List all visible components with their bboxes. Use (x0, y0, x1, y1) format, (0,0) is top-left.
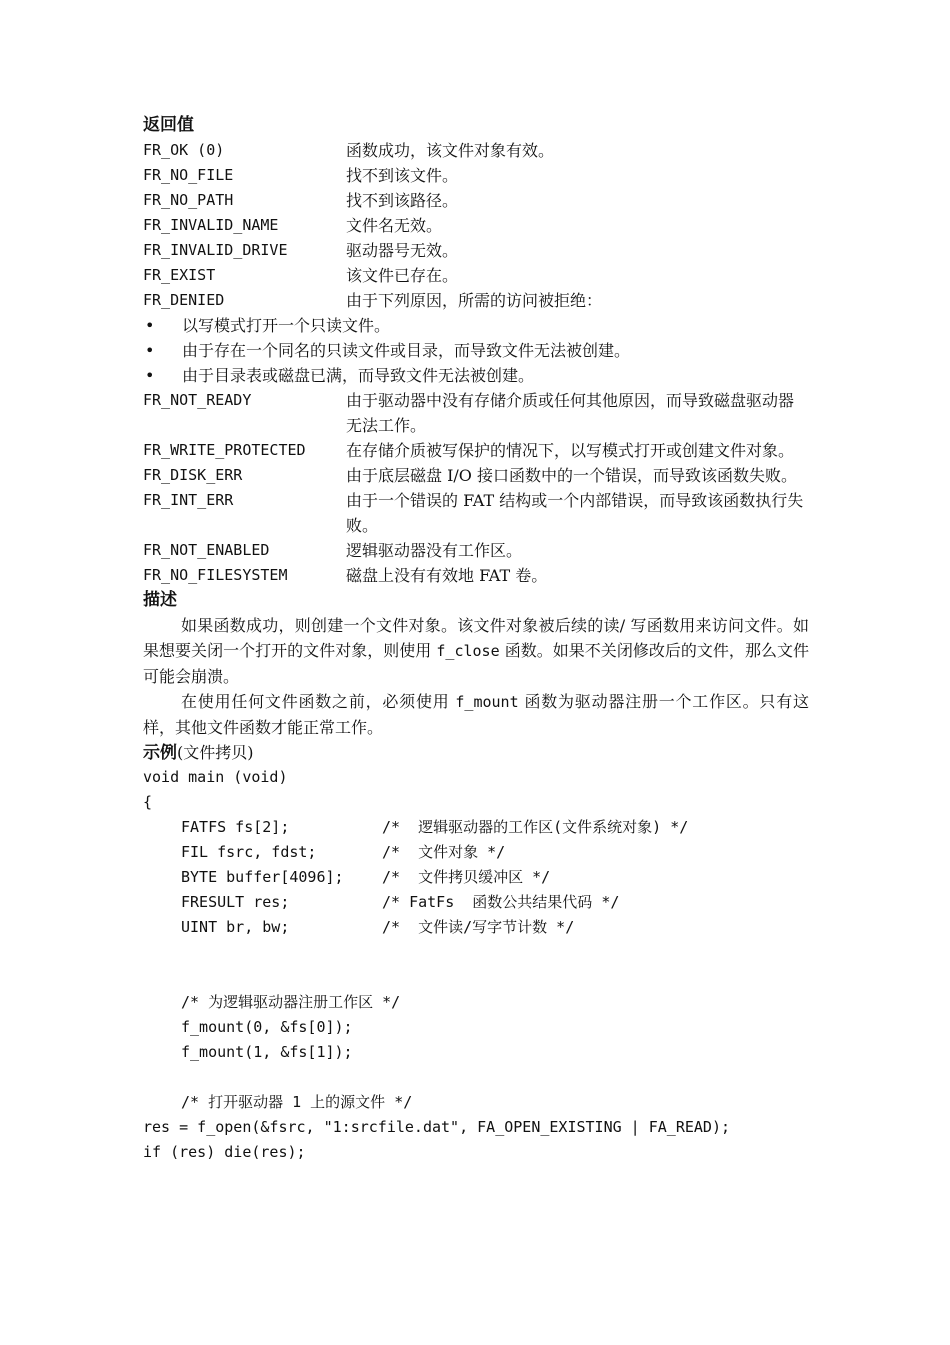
code-comment: /* 文件读/写字节计数 */ (382, 918, 575, 936)
return-desc: 由于驱动器中没有存储介质或任何其他原因，而导致磁盘驱动器无法工作。 (346, 391, 795, 435)
code-statement: UINT br, bw; (181, 918, 290, 936)
code-line (143, 890, 809, 915)
return-value-row (143, 438, 809, 463)
code-line: f_mount(1, &fs[1]); (181, 1043, 353, 1061)
return-desc: 找不到该路径。 (346, 191, 459, 210)
return-code: FR_DISK_ERR (143, 466, 243, 484)
return-value-row (143, 388, 809, 438)
return-desc: 逻辑驱动器没有工作区。 (346, 541, 523, 560)
blank-line (143, 940, 809, 965)
return-desc: 由于底层磁盘 I/O 接口函数中的一个错误，而导致该函数失败。 (346, 466, 798, 485)
code-comment: /* FatFs 函数公共结果代码 */ (382, 893, 620, 911)
return-desc: 由于下列原因，所需的访问被拒绝： (346, 291, 603, 310)
return-desc: 该文件已存在。 (346, 266, 459, 285)
return-value-row (143, 288, 809, 313)
return-value-row (143, 563, 809, 588)
return-value-row (143, 463, 809, 488)
return-code: FR_NOT_ENABLED (143, 541, 270, 559)
return-code: FR_OK (0) (143, 141, 225, 159)
code-statement: FATFS fs[2]; (181, 818, 290, 836)
code-line: void main (void) (143, 768, 288, 786)
denied-reason-text: 由于存在一个同名的只读文件或目录，而导致文件无法被创建。 (182, 341, 631, 360)
return-code: FR_NOT_READY (143, 391, 252, 409)
blank-line (143, 965, 809, 990)
description-paragraph (143, 689, 809, 740)
return-code: FR_NO_FILE (143, 166, 234, 184)
code-comment-line: /* 为逻辑驱动器注册工作区 */ (181, 993, 401, 1011)
code-line (143, 865, 809, 890)
code-statement: FRESULT res; (181, 893, 290, 911)
description-heading: 描述 (143, 590, 177, 610)
return-value-row (143, 188, 809, 213)
code-line (143, 915, 809, 940)
return-code: FR_EXIST (143, 266, 216, 284)
example-heading-suffix: (文件拷贝) (177, 743, 254, 762)
return-values-heading: 返回值 (143, 115, 194, 135)
return-code: FR_INT_ERR (143, 491, 234, 509)
return-value-row (143, 538, 809, 563)
document-page (143, 113, 809, 1165)
description-text: 在使用任何文件函数之前，必须使用 (181, 692, 456, 711)
code-comment: /* 文件拷贝缓冲区 */ (382, 868, 551, 886)
code-comment-line: /* 打开驱动器 1 上的源文件 */ (181, 1093, 413, 1111)
example-heading-label: 示例 (143, 743, 177, 763)
return-value-row (143, 213, 809, 238)
return-value-row (143, 488, 809, 538)
return-value-row (143, 263, 809, 288)
return-desc: 磁盘上没有有效地 FAT 卷。 (346, 566, 548, 585)
code-line: f_mount(0, &fs[0]); (181, 1018, 353, 1036)
description-text: 函数。如果不关闭修改后的文件，那么文件可能会崩溃。 (143, 641, 809, 686)
return-desc: 找不到该文件。 (346, 166, 459, 185)
denied-reason-item (143, 338, 809, 363)
return-code: FR_NO_FILESYSTEM (143, 566, 288, 584)
return-values-list (143, 138, 809, 588)
example-heading (143, 740, 809, 765)
description-text: 函数为驱动器注册一个工作区。只有这样，其他文件函数才能正常工作。 (143, 692, 809, 737)
code-line: { (143, 793, 153, 811)
denied-reason-text: 由于目录表或磁盘已满，而导致文件无法被创建。 (182, 366, 535, 385)
code-statement: FIL fsrc, fdst; (181, 843, 317, 861)
code-line (143, 815, 809, 840)
inline-code: f_mount (455, 693, 519, 711)
code-comment: /* 逻辑驱动器的工作区(文件系统对象) */ (382, 818, 689, 836)
return-code: FR_INVALID_DRIVE (143, 241, 288, 259)
code-line: if (res) die(res); (143, 1143, 306, 1161)
return-code: FR_DENIED (143, 291, 225, 309)
return-desc: 文件名无效。 (346, 216, 443, 235)
blank-line (143, 1065, 809, 1090)
return-value-row (143, 238, 809, 263)
return-desc: 驱动器号无效。 (346, 241, 459, 260)
return-value-row (143, 138, 809, 163)
return-code: FR_WRITE_PROTECTED (143, 441, 306, 459)
return-desc: 函数成功，该文件对象有效。 (346, 141, 555, 160)
denied-reason-item (143, 363, 809, 388)
bullet-icon: • (145, 366, 155, 385)
description-text: 如果函数成功，则创建一个文件对象。该文件对象被后续的读/ 写函数用来访问文件。如果想要关闭一个打开的文件对象，则使用 (143, 616, 809, 660)
inline-code: f_close (436, 642, 500, 660)
bullet-icon: • (145, 316, 155, 335)
code-statement: BYTE buffer[4096]; (181, 868, 344, 886)
return-code: FR_NO_PATH (143, 191, 234, 209)
code-comment: /* 文件对象 */ (382, 843, 506, 861)
bullet-icon: • (145, 341, 155, 360)
return-value-row (143, 163, 809, 188)
description-paragraph (143, 613, 809, 689)
denied-reason-text: 以写模式打开一个只读文件。 (182, 316, 391, 335)
return-code: FR_INVALID_NAME (143, 216, 279, 234)
denied-reason-item (143, 313, 809, 338)
code-listing (143, 765, 809, 1165)
code-line (143, 840, 809, 865)
return-desc: 由于一个错误的 FAT 结构或一个内部错误，而导致该函数执行失败。 (346, 491, 804, 535)
return-desc: 在存储介质被写保护的情况下，以写模式打开或创建文件对象。 (346, 441, 795, 460)
code-line: res = f_open(&fsrc, "1:srcfile.dat", FA_OPEN_EXISTING | FA_READ); (143, 1118, 730, 1136)
